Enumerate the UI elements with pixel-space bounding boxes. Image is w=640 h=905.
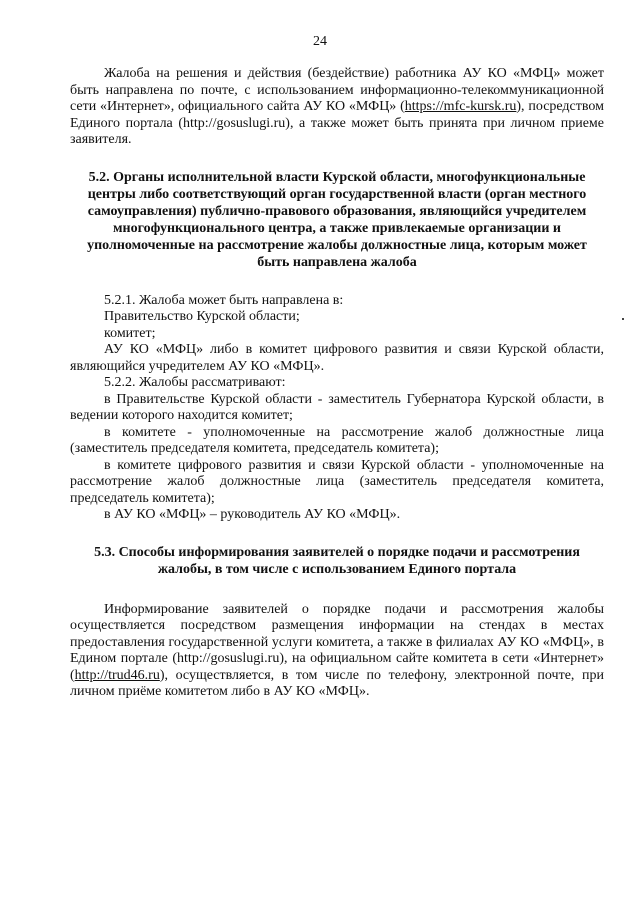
recipient-mfc: АУ КО «МФЦ» либо в комитет цифрового развития и связи Курской области, являющийся учредителем АУ КО «МФЦ». (70, 342, 604, 374)
reviewer-government: в Правительстве Курской области - заместитель Губернатора Курской области, в ведении которого находится комитет; (70, 391, 604, 423)
section-5-3-paragraph (70, 602, 604, 701)
section-5-3-heading: 5.3. Способы информирования заявителей о порядке подачи и рассмотрения жалобы, в том числе с использованием Единого портала (94, 544, 580, 577)
section-5-3-text-after: ), осуществляется, в том числе по телефону, электронной почте, при личном приёме комитетом либо в АУ КО «МФЦ». (70, 667, 604, 699)
document-body (70, 66, 604, 701)
intro-text-before: Жалоба на решения и действия (бездействие) работника АУ КО «МФЦ» может быть направлена по почте, с использованием информационно-телекоммуникационной сети «Интернет», официального сайта АУ КО «МФЦ» ( (70, 66, 604, 114)
scan-speck (622, 318, 624, 320)
recipient-committee: комитет; (104, 325, 156, 341)
section-5-2-2-paragraph: 5.2.2. Жалобы рассматривают: (104, 375, 286, 390)
section-5-3-text-before: Информирование заявителей о порядке подачи и рассмотрения жалобы осуществляется посредством размещения информации на стендах в местах предоставления государственной услуги комитета, а также в филиалах АУ КО «МФЦ», в Едином портале (http://gosuslugi.ru), на официальном сайте комитета в сети «Интернет» ( (70, 601, 604, 683)
reviewer-digital-committee: в комитете цифрового развития и связи Курской области - уполномоченные на рассмотрение жалоб должностные лица (заместитель председателя комитета, председатель комитета); (70, 457, 604, 506)
mfc-site-link[interactable]: https://mfc-kursk.ru (404, 99, 517, 114)
intro-paragraph (70, 66, 604, 149)
reviewer-mfc: в АУ КО «МФЦ» – руководитель АУ КО «МФЦ». (104, 507, 401, 522)
reviewer-committee: в комитете - уполномоченные на рассмотрение жалоб должностные лица (заместитель председателя комитета, председатель комитета); (70, 424, 604, 456)
intro-text-after: ), посредством Единого портала (http://gosuslugi.ru), а также может быть принята при личном приеме заявителя. (70, 99, 604, 147)
section-5-2-heading: 5.2. Органы исполнительной власти Курской области, многофункциональные центры либо соответствующий орган государственной власти (орган местного самоуправления) публично-правового образования, являющийся учредителем многофункционального центра, а также привлекаемые организации и уполномоченные на рассмотрение жалобы должностные лица, которым может быть направлена жалоба (87, 169, 587, 270)
page-number: 24 (313, 34, 327, 49)
section-5-2-1-paragraph: 5.2.1. Жалоба может быть направлена в: (104, 292, 344, 308)
trud46-site-link[interactable]: http://trud46.ru (74, 667, 160, 683)
recipient-government: Правительство Курской области; (104, 309, 300, 324)
